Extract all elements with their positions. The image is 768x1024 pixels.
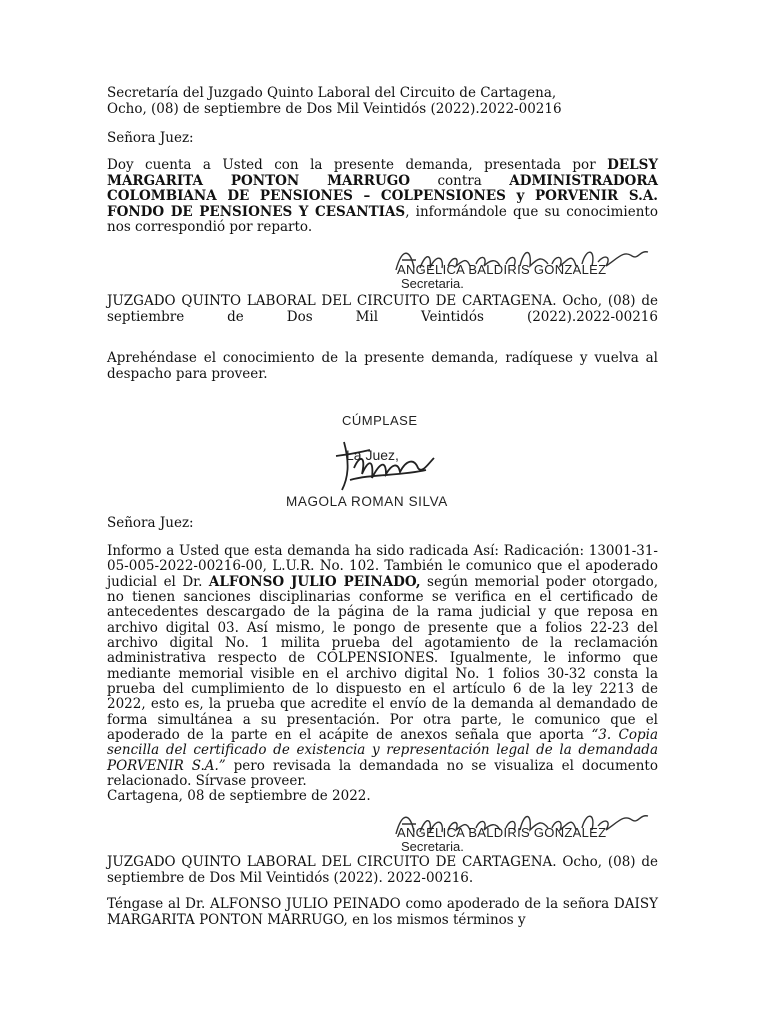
judge-name: MAGOLA ROMAN SILVA [286,494,448,509]
judge-title: La Juez, [346,447,399,463]
cumplase-label: CÚMPLASE [342,413,418,428]
report-tail: , informándole que su conocimiento nos correspondió por reparto. [107,203,658,236]
secretary-name: ANGELICA BALDIRIS GONZALEZ [397,262,607,277]
court-order-2-body: Téngase al Dr. ALFONSO JULIO PEINADO como apoderado de la señora DAISY MARGARITA PONTON MARRUGO, en los mismos términos y [107,896,658,928]
judge-handwritten-signature [330,434,440,494]
header-line-1: Secretaría del Juzgado Quinto Laboral del Circuito de Cartagena, [107,85,557,101]
court-order-2-heading: JUZGADO QUINTO LABORAL DEL CIRCUITO DE CARTAGENA. Ocho, (08) de septiembre de Dos Mil Veintidós (2022). 2022-00216. [107,854,658,886]
report2-part-1: Informo a Usted que esta demanda ha sido radicada Así: Radicación: 13001-31-05-005-2022-00216-00, L.U.R. No. 102. También le comunico que el apoderado judicial el Dr. [107,543,658,590]
salutation-2: Señora Juez: [107,515,194,531]
report2-part-3: pero revisada la demandada no se visualiza el documento relacionado. Sírvase proveer. [107,757,658,790]
report-paragraph-1 [107,158,658,236]
secretary-role-2: Secretaria. [401,839,464,854]
secretary-name-2: ANGELICA BALDIRIS GONZALEZ [397,825,607,840]
lawyer-name: ALFONSO JULIO PEINADO, [208,573,421,590]
document-header [107,86,658,117]
date-line: Cartagena, 08 de septiembre de 2022. [107,788,371,804]
court-order-1-heading: JUZGADO QUINTO LABORAL DEL CIRCUITO DE CARTAGENA. Ocho, (08) de septiembre de Dos Mil Veintidós (2022).2022-00216 [107,293,658,325]
quoted-annex: “3. Copia sencilla del certificado de existencia y representación legal de la demandada PORVENIR S.A.” [107,727,658,774]
report-paragraph-2 [107,544,658,790]
report-intro: Doy cuenta a Usted con la presente demanda, presentada por [107,157,596,173]
report2-part-2: según memorial poder otorgado, no tienen sanciones disciplinarias conforme se verifica en el certificado de antecedentes descargado de la página de la rama judicial y que reposa en archivo digital 03. Así mismo, le pongo de presente que a folios 22-23 del archivo digital No. 1 milita prueba del agotamiento de la reclamación administrativa respecto de COLPENSIONES. Igualmente, le informo que mediante memorial visible en el archivo digital No. 1 folios 30-32 consta la prueba del cumplimiento de lo dispuesto en el artículo 6 de la ley 2213 de 2022, esto es, la prueba que acredite el envío de la demanda al demandado de forma simultánea a su presentación. Por otra parte, le comunico que el apoderado de la parte en el acápite de anexos señala que aporta [107,573,658,744]
salutation: Señora Juez: [107,130,194,146]
plaintiff-name: DELSY MARGARITA PONTON MARRUGO [107,157,659,189]
header-line-2: Ocho, (08) de septiembre de Dos Mil Veintidós (2022).2022-00216 [107,100,562,117]
contra-text: contra [437,172,482,189]
secretary-role: Secretaria. [401,276,464,291]
court-order-1-body: Aprehéndase el conocimiento de la presente demanda, radíquese y vuelva al despacho para proveer. [107,350,658,382]
defendant-names: ADMINISTRADORA COLOMBIANA DE PENSIONES – COLPENSIONES y PORVENIR S.A. FONDO DE PENSIONES Y CESANTIAS [107,172,659,220]
